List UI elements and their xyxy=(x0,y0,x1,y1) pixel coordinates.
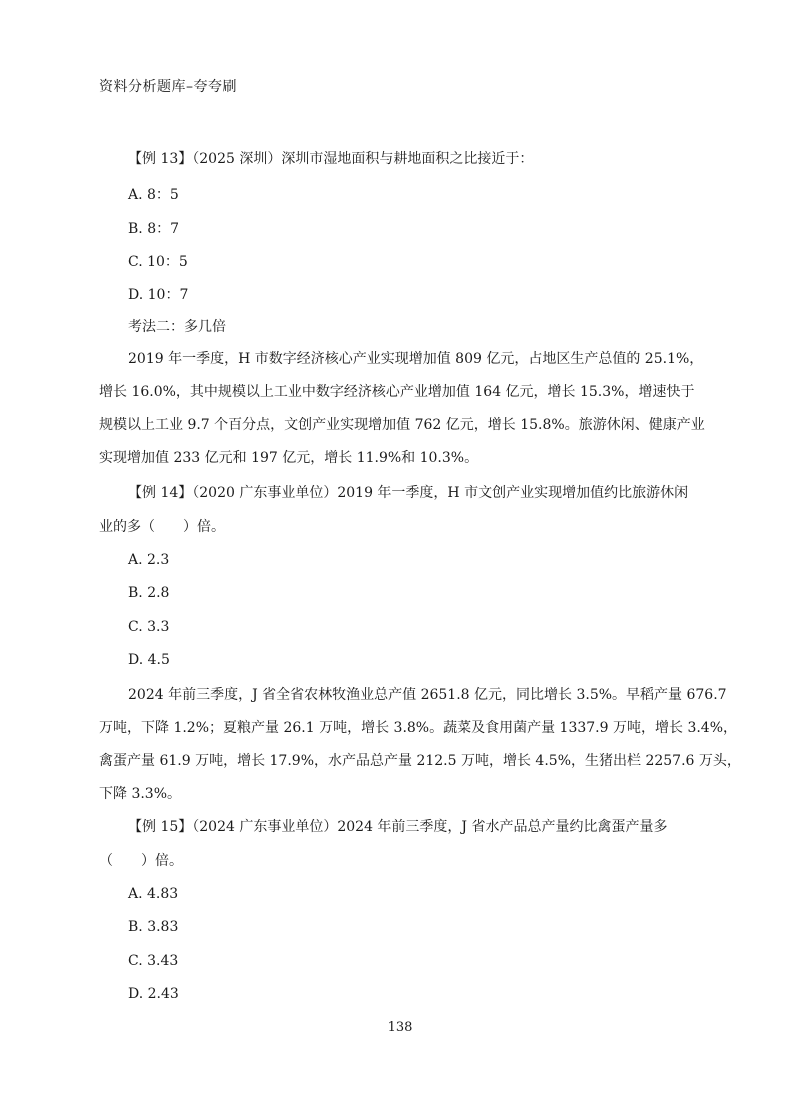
passage-1-line: 增长 16.0%，其中规模以上工业中数字经济核心产业增加值 164 亿元，增长 15.3%，增速快于 xyxy=(99,384,695,400)
passage-2-line: 万吨，下降 1.2%；夏粮产量 26.1 万吨，增长 3.8%。蔬菜及食用菌产量 1337.9 万吨，增长 3.4%， xyxy=(99,720,738,736)
question-14-stem-continued: 业的多（ ）倍。 xyxy=(99,519,225,535)
question-15-stem: 【例 15】（2024 广东事业单位）2024 年前三季度，J 省水产品总产量约比禽蛋产量多 xyxy=(128,819,668,835)
section-title: 考法二：多几倍 xyxy=(128,319,226,335)
question-14-option-b: B. 2.8 xyxy=(128,585,170,601)
question-13-option-a: A. 8：5 xyxy=(128,187,179,203)
passage-1-line: 规模以上工业 9.7 个百分点，文创产业实现增加值 762 亿元，增长 15.8%。旅游休闲、健康产业 xyxy=(99,417,705,433)
passage-1-line: 实现增加值 233 亿元和 197 亿元，增长 11.9%和 10.3%。 xyxy=(99,450,479,466)
question-13-option-d: D. 10：7 xyxy=(128,287,189,303)
passage-2-line: 禽蛋产量 61.9 万吨，增长 17.9%，水产品总产量 212.5 万吨，增长 4.5%，生猪出栏 2257.6 万头， xyxy=(99,753,741,769)
question-15-option-d: D. 2.43 xyxy=(128,986,179,1002)
passage-2-line: 2024 年前三季度，J 省全省农林牧渔业总产值 2651.8 亿元，同比增长 3.5%。早稻产量 676.7 xyxy=(128,687,727,703)
question-13-option-b: B. 8：7 xyxy=(128,221,180,237)
question-15-option-c: C. 3.43 xyxy=(128,953,179,969)
passage-1-line: 2019 年一季度，H 市数字经济核心产业实现增加值 809 亿元，占地区生产总值的 25.1%， xyxy=(128,351,704,367)
passage-2-line: 下降 3.3%。 xyxy=(99,786,182,802)
question-14-option-a: A. 2.3 xyxy=(128,552,170,568)
document-header: 资料分析题库–夸夸刷 xyxy=(99,79,237,95)
question-13-option-c: C. 10：5 xyxy=(128,254,188,270)
question-15-stem-continued: （ ）倍。 xyxy=(99,853,183,869)
question-15-option-a: A. 4.83 xyxy=(128,886,179,902)
question-13-stem: 【例 13】（2025 深圳）深圳市湿地面积与耕地面积之比接近于： xyxy=(128,151,534,167)
page-number: 138 xyxy=(387,1020,413,1035)
question-14-option-c: C. 3.3 xyxy=(128,619,170,635)
question-14-option-d: D. 4.5 xyxy=(128,652,170,668)
question-14-stem: 【例 14】（2020 广东事业单位）2019 年一季度，H 市文创产业实现增加值约比旅游休闲 xyxy=(128,485,689,501)
question-15-option-b: B. 3.83 xyxy=(128,919,179,935)
